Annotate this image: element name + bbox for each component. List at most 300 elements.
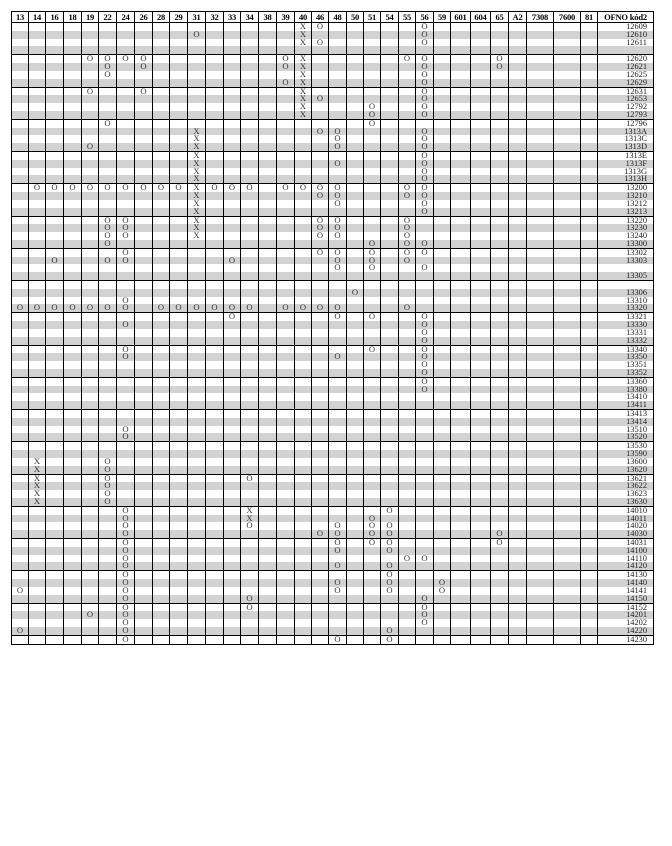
mark-cell [471,87,491,95]
mark-cell [364,208,381,216]
mark-cell [347,135,364,143]
mark-cell [64,240,82,248]
mark-cell [399,522,416,530]
mark-cell [509,498,527,506]
header-col-a2: A2 [509,12,527,23]
mark-cell: X [295,55,312,63]
mark-cell [99,95,117,103]
mark-cell [206,587,224,595]
mark-cell [224,192,241,200]
mark-cell [12,46,29,54]
mark-cell [347,46,364,54]
mark-cell [527,184,554,192]
mark-cell [241,482,259,490]
table-row [12,248,654,256]
mark-cell [135,522,153,530]
mark-cell [224,63,241,71]
mark-cell [259,313,277,321]
mark-cell [509,530,527,538]
mark-cell [135,152,153,160]
mark-cell [206,369,224,377]
mark-cell [241,321,259,329]
mark-cell [434,393,451,401]
ofno-code-cell: 14020 [598,522,654,530]
mark-cell [82,79,99,87]
mark-cell [277,458,295,466]
mark-cell [64,603,82,611]
mark-cell [451,63,471,71]
mark-cell [399,490,416,498]
mark-cell [12,55,29,63]
ofno-code-cell: 13620 [598,466,654,474]
mark-cell [581,603,598,611]
mark-cell: O [329,224,347,232]
mark-cell [46,393,64,401]
mark-cell [399,337,416,345]
mark-cell [135,579,153,587]
mark-cell [206,240,224,248]
mark-cell [82,232,99,240]
mark-cell [170,95,188,103]
mark-cell [509,361,527,369]
mark-cell [29,119,46,127]
mark-cell [399,466,416,474]
mark-cell [64,208,82,216]
mark-cell [82,490,99,498]
mark-cell [153,103,170,111]
mark-cell [82,458,99,466]
mark-cell [554,135,581,143]
mark-cell [509,248,527,256]
mark-cell [491,152,509,160]
mark-cell: O [99,224,117,232]
mark-cell: O [416,31,434,39]
mark-cell [491,361,509,369]
mark-cell [64,627,82,635]
header-col-26: 26 [135,12,153,23]
mark-cell [224,168,241,176]
mark-cell [312,377,329,385]
table-row [12,530,654,538]
mark-cell [29,248,46,256]
mark-cell [471,353,491,361]
mark-cell: O [399,240,416,248]
mark-cell [64,160,82,168]
mark-cell [170,232,188,240]
mark-cell [259,603,277,611]
mark-cell [471,587,491,595]
mark-cell [277,579,295,587]
mark-cell [312,361,329,369]
mark-cell [381,224,399,232]
mark-cell [509,281,527,289]
mark-cell [471,442,491,450]
mark-cell [82,522,99,530]
mark-cell [347,393,364,401]
mark-cell [206,450,224,458]
table-row [12,515,654,523]
mark-cell [434,46,451,54]
mark-cell [364,474,381,482]
mark-cell [581,418,598,426]
mark-cell [471,329,491,337]
mark-cell [312,87,329,95]
mark-cell [224,216,241,224]
mark-cell: O [99,482,117,490]
mark-cell [491,506,509,514]
mark-cell [206,377,224,385]
mark-cell [581,152,598,160]
mark-cell [381,498,399,506]
mark-cell [416,426,434,434]
mark-cell: O [416,135,434,143]
mark-cell [581,498,598,506]
mark-cell [277,39,295,47]
mark-cell [277,418,295,426]
mark-cell [46,337,64,345]
ofno-code-cell: 13600 [598,458,654,466]
mark-cell [364,555,381,563]
mark-cell [117,272,135,280]
mark-cell [12,393,29,401]
mark-cell [554,482,581,490]
mark-cell [509,128,527,136]
mark-cell [295,264,312,272]
ofno-code-cell: 13413 [598,410,654,418]
mark-cell [581,248,598,256]
mark-cell [399,377,416,385]
mark-cell [554,498,581,506]
mark-cell [64,232,82,240]
mark-cell [259,547,277,555]
mark-cell [554,619,581,627]
mark-cell: O [381,571,399,579]
mark-cell [347,627,364,635]
header-col-13: 13 [12,12,29,23]
mark-cell [224,337,241,345]
mark-cell [277,264,295,272]
mark-cell [416,401,434,409]
mark-cell [329,466,347,474]
mark-cell [29,555,46,563]
mark-cell [312,635,329,644]
mark-cell [554,289,581,297]
mark-cell [381,595,399,603]
mark-cell [46,433,64,441]
mark-cell [46,539,64,547]
mark-cell [381,466,399,474]
mark-cell [170,530,188,538]
ofno-code-cell: 13520 [598,433,654,441]
mark-cell [259,23,277,31]
mark-cell [491,474,509,482]
mark-cell [509,603,527,611]
mark-cell [153,418,170,426]
mark-cell [491,410,509,418]
mark-cell: O [277,55,295,63]
mark-cell [153,515,170,523]
mark-cell [46,321,64,329]
mark-cell [347,31,364,39]
mark-cell: O [329,587,347,595]
mark-cell [224,111,241,119]
mark-cell [259,418,277,426]
mark-cell [29,208,46,216]
mark-cell [295,46,312,54]
header-col-34: 34 [241,12,259,23]
mark-cell [471,498,491,506]
mark-cell [295,240,312,248]
mark-cell [241,377,259,385]
mark-cell [491,386,509,394]
mark-cell [581,304,598,312]
mark-cell [364,401,381,409]
mark-cell: X [188,175,206,183]
mark-cell: O [416,353,434,361]
mark-cell [329,458,347,466]
mark-cell [99,175,117,183]
mark-cell [416,587,434,595]
mark-cell [277,571,295,579]
table-row [12,587,654,595]
mark-cell [46,208,64,216]
mark-cell [416,433,434,441]
mark-cell [12,248,29,256]
mark-cell [259,119,277,127]
mark-cell [509,433,527,441]
mark-cell [82,240,99,248]
mark-cell [188,603,206,611]
mark-cell [259,103,277,111]
mark-cell [224,369,241,377]
mark-cell [434,200,451,208]
mark-cell [527,272,554,280]
mark-cell: O [224,257,241,265]
mark-cell [188,474,206,482]
mark-cell [46,46,64,54]
mark-cell [64,386,82,394]
mark-cell [99,377,117,385]
mark-cell [451,619,471,627]
mark-cell [527,321,554,329]
mark-cell [117,313,135,321]
mark-cell [554,555,581,563]
mark-cell [153,55,170,63]
mark-cell: O [416,377,434,385]
mark-cell [259,63,277,71]
mark-cell [491,490,509,498]
mark-cell [224,442,241,450]
mark-cell [135,450,153,458]
mark-cell [471,418,491,426]
mark-cell [471,119,491,127]
mark-cell [153,272,170,280]
mark-cell [259,337,277,345]
mark-cell [364,458,381,466]
mark-cell [329,498,347,506]
mark-cell [135,257,153,265]
mark-cell [399,482,416,490]
mark-cell [12,103,29,111]
mark-cell [347,595,364,603]
mark-cell [277,31,295,39]
mark-cell [82,587,99,595]
mark-cell [259,248,277,256]
mark-cell [381,248,399,256]
mark-cell [416,539,434,547]
mark-cell [581,79,598,87]
table-row [12,555,654,563]
mark-cell [64,482,82,490]
mark-cell [347,248,364,256]
mark-cell: O [224,184,241,192]
mark-cell [434,386,451,394]
mark-cell [399,627,416,635]
mark-cell [527,297,554,305]
mark-cell [329,627,347,635]
mark-cell [170,377,188,385]
mark-cell [170,386,188,394]
mark-cell [491,87,509,95]
ofno-code-cell: 12796 [598,119,654,127]
mark-cell [509,490,527,498]
mark-cell [259,39,277,47]
mark-cell [416,635,434,644]
mark-cell [170,450,188,458]
table-row [12,410,654,418]
mark-cell [509,175,527,183]
mark-cell [153,257,170,265]
mark-cell [99,31,117,39]
mark-cell [491,297,509,305]
mark-cell [12,289,29,297]
mark-cell: O [491,55,509,63]
mark-cell [312,329,329,337]
mark-cell [188,39,206,47]
mark-cell: O [416,264,434,272]
mark-cell: O [416,168,434,176]
mark-cell [241,79,259,87]
mark-cell [295,466,312,474]
mark-cell [277,530,295,538]
mark-cell [224,603,241,611]
mark-cell [416,498,434,506]
mark-cell [364,498,381,506]
mark-cell [581,611,598,619]
mark-cell [554,522,581,530]
mark-cell [509,46,527,54]
ofno-code-cell: 13360 [598,377,654,385]
mark-cell [471,393,491,401]
mark-cell [451,272,471,280]
mark-cell [381,361,399,369]
mark-cell [364,579,381,587]
mark-cell [170,103,188,111]
mark-cell [135,103,153,111]
mark-cell: O [312,192,329,200]
mark-cell: O [364,539,381,547]
mark-cell: O [364,119,381,127]
mark-cell [29,192,46,200]
mark-cell [451,160,471,168]
mark-cell [471,143,491,151]
mark-cell [206,433,224,441]
mark-cell [277,547,295,555]
mark-cell [29,579,46,587]
mark-cell [399,539,416,547]
mark-cell: O [416,55,434,63]
mark-cell [381,386,399,394]
mark-cell [312,175,329,183]
mark-cell: O [117,506,135,514]
mark-cell [29,635,46,644]
mark-cell [170,410,188,418]
mark-cell [153,490,170,498]
mark-cell [451,329,471,337]
mark-cell [347,490,364,498]
mark-cell [509,257,527,265]
mark-cell [554,200,581,208]
mark-cell [451,232,471,240]
mark-cell [434,603,451,611]
mark-cell [82,264,99,272]
mark-cell [277,353,295,361]
mark-cell [364,23,381,31]
mark-cell [451,216,471,224]
mark-cell [416,562,434,570]
mark-cell [295,587,312,595]
mark-cell [206,506,224,514]
mark-cell [581,31,598,39]
mark-cell [153,281,170,289]
mark-cell [312,587,329,595]
mark-cell [381,458,399,466]
mark-cell [135,289,153,297]
mark-cell [295,257,312,265]
mark-cell [451,337,471,345]
mark-cell [399,321,416,329]
mark-cell [206,128,224,136]
mark-cell [329,555,347,563]
ofno-code-cell: 13212 [598,200,654,208]
mark-cell [347,128,364,136]
mark-cell [135,232,153,240]
mark-cell [347,329,364,337]
mark-cell [527,530,554,538]
mark-cell [554,442,581,450]
mark-cell [451,539,471,547]
ofno-code-cell: 13306 [598,289,654,297]
mark-cell [509,571,527,579]
mark-cell [471,377,491,385]
mark-cell: O [99,304,117,312]
mark-cell [434,135,451,143]
mark-cell [471,345,491,353]
mark-cell [241,369,259,377]
mark-cell: X [29,474,46,482]
mark-cell [224,522,241,530]
mark-cell [434,595,451,603]
mark-cell [12,466,29,474]
mark-cell [416,216,434,224]
mark-cell [399,547,416,555]
mark-cell [347,216,364,224]
mark-cell [12,571,29,579]
mark-cell [329,361,347,369]
mark-cell: O [82,611,99,619]
mark-cell [295,490,312,498]
mark-cell [224,377,241,385]
